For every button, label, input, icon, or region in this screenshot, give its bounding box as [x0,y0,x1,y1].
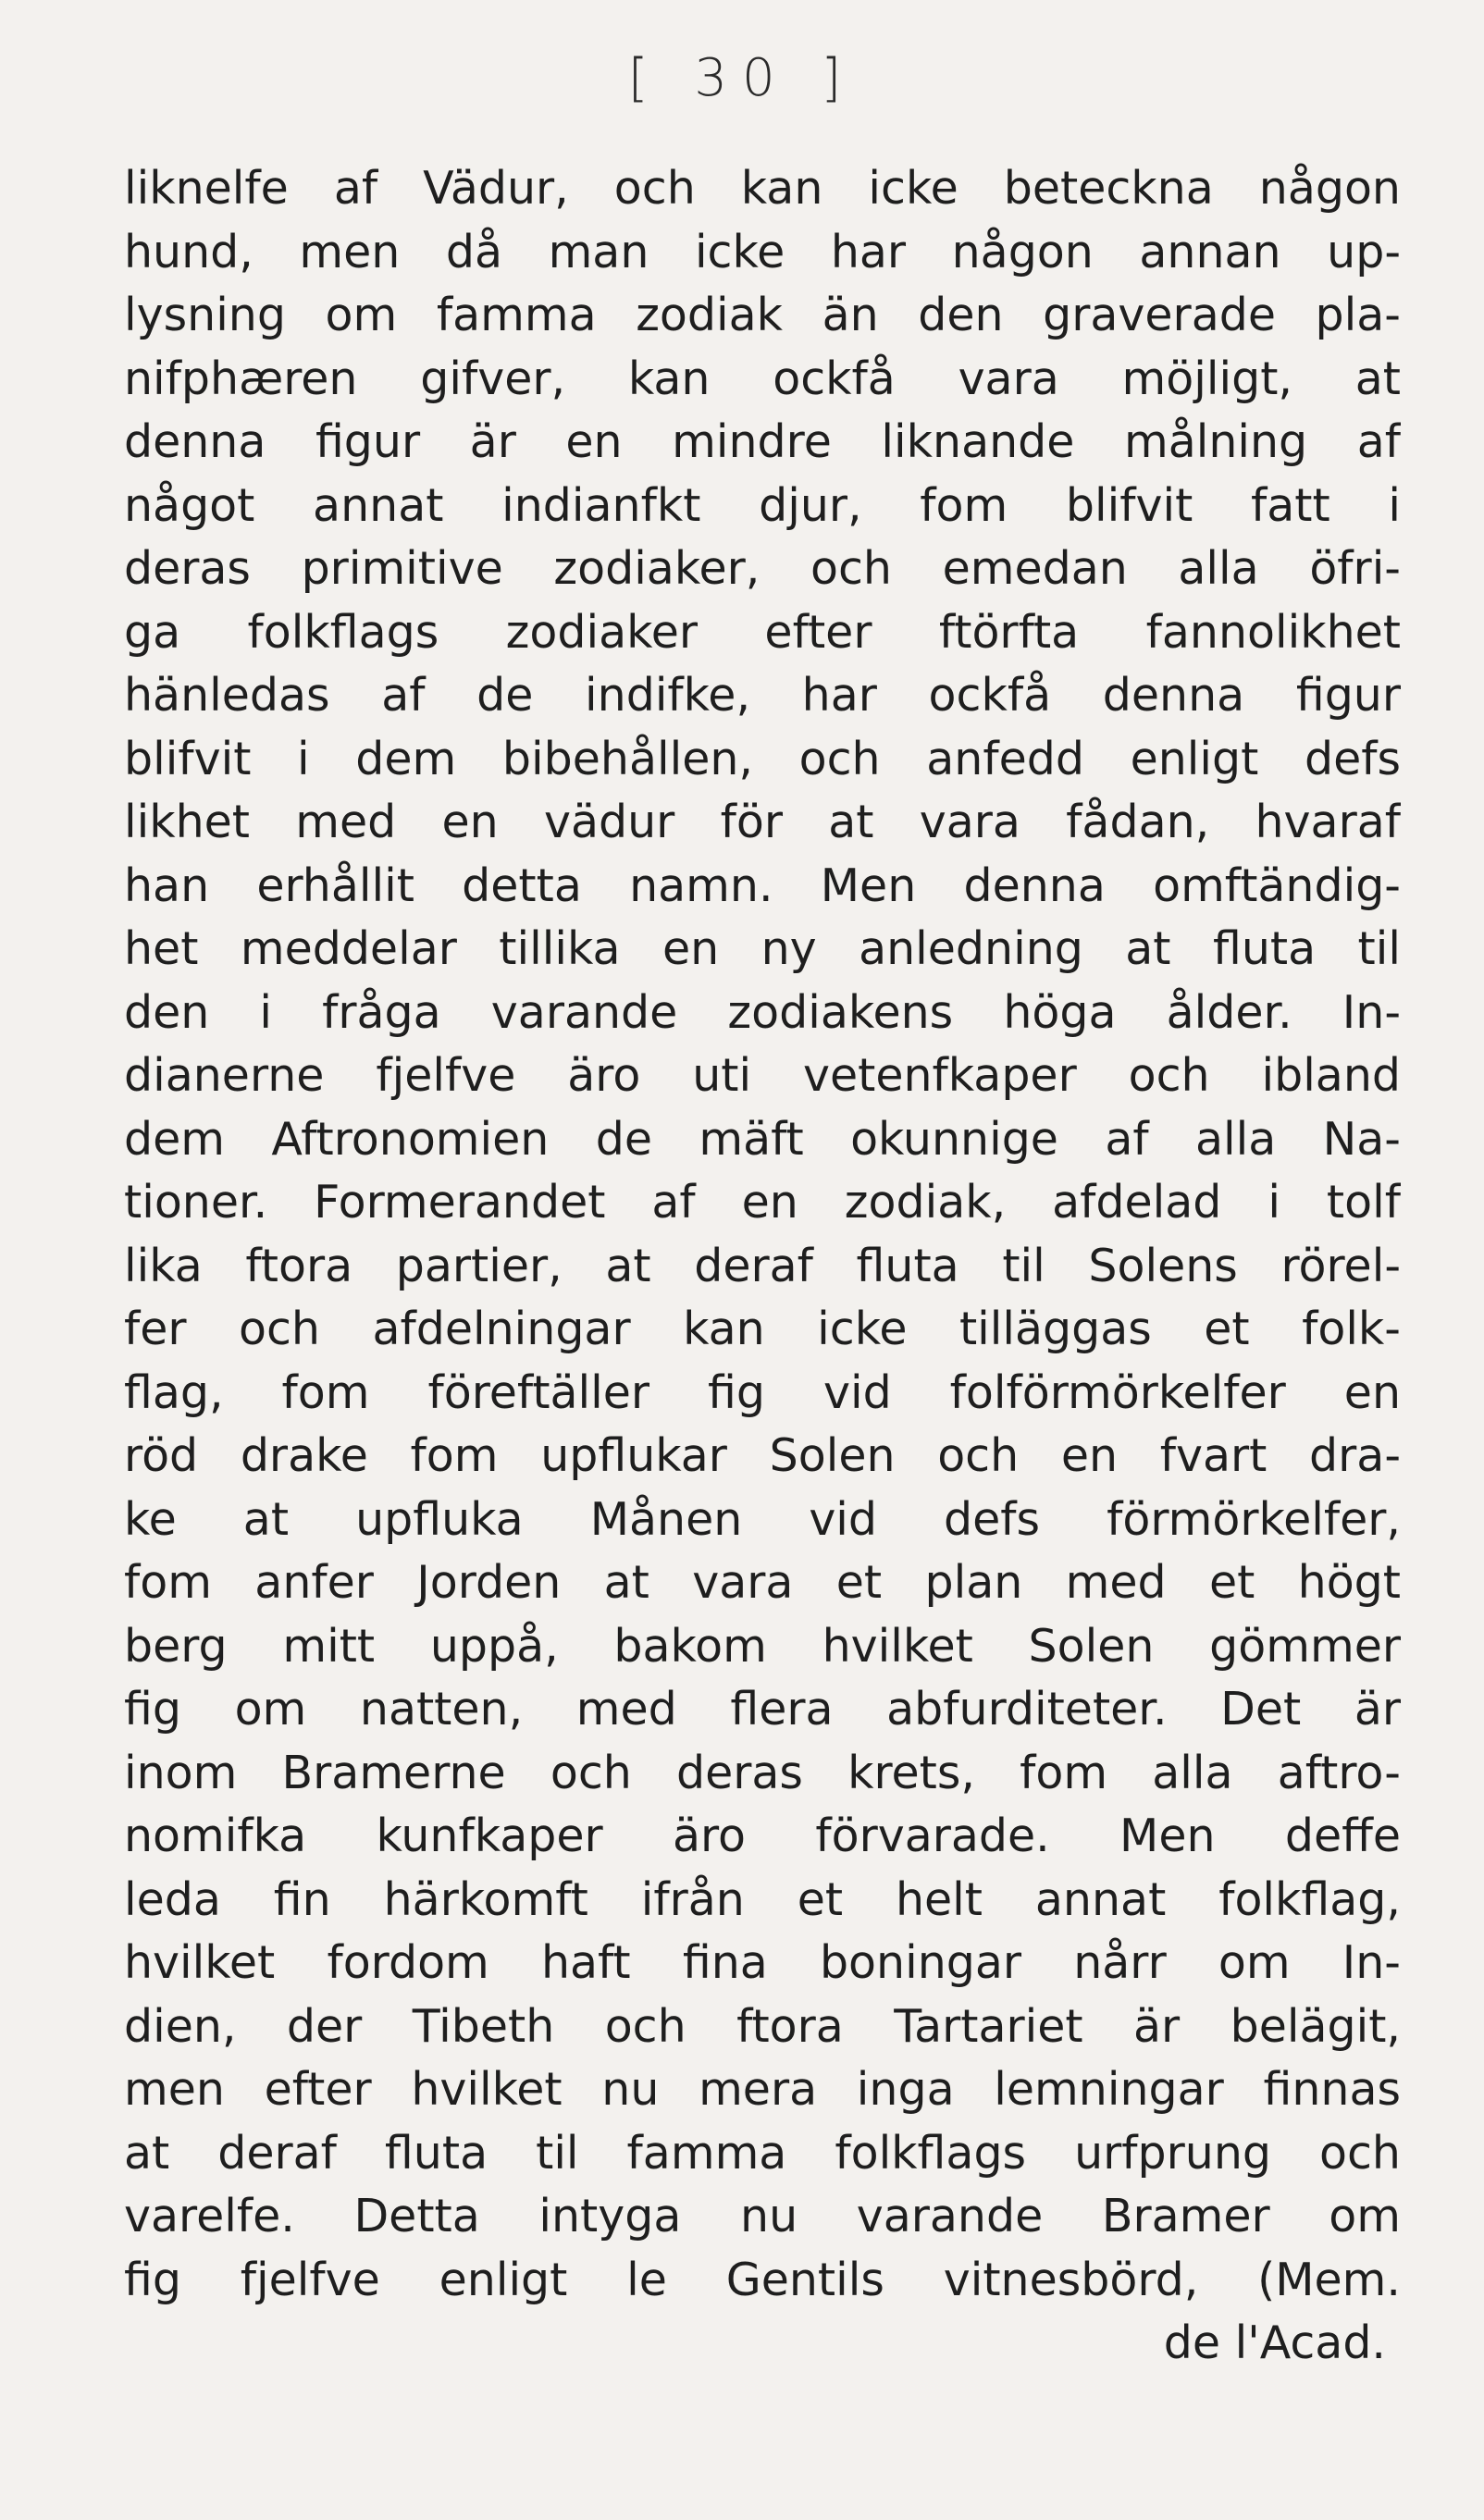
text-line: fer och afdelningar kan icke tilläggas et folk- [124,1303,1401,1355]
text-line: dien, der Tibeth och ftora Tartariet är belägit, [124,1999,1401,2053]
text-line: ga folkflags zodiaker efter ftörfta fannolikhet [124,605,1401,659]
text-line: berg mitt uppå, bakom hvilket Solen gömmer [124,1619,1401,1673]
text-line: hänledas af de indifke, har ockfå denna figur [124,669,1401,722]
text-line: men efter hvilket nu mera inga lemningar finnas [124,2063,1401,2116]
text-line: hund, men då man icke har någon annan up- [124,225,1401,278]
text-line: den i fråga varande zodiakens höga ålder. In- [124,985,1401,1039]
page-number: [ 30 ] [627,48,857,108]
text-line: deras primitive zodiaker, och emedan alla öfri- [124,542,1401,595]
text-line: denna figur är en mindre liknande målning af [124,415,1401,468]
text-line: ke at upfluka Månen vid defs förmörkelfer, [124,1492,1401,1546]
text-line: liknelfe af Vädur, och kan icke beteckna någon [124,162,1401,215]
text-line: nomifka kunfkaper äro förvarade. Men deffe [124,1810,1401,1862]
text-line: röd drake fom upflukar Solen och en fvart dra- [124,1429,1401,1482]
text-line: något annat indianfkt djur, fom blifvit fatt i [124,478,1401,532]
text-line: flag, fom föreftäller fig vid folförmörkelfer en [124,1365,1401,1419]
text-line: fig fjelfve enligt le Gentils vitnesbörd, (Mem. [124,2253,1401,2306]
text-line: fig om natten, med flera abfurditeter. Det är [124,1683,1401,1736]
text-line: hvilket fordom haft fina boningar nårr om In- [124,1936,1401,1989]
text-line: at deraf fluta til famma folkflags urfprung och [124,2126,1401,2180]
text-line: het meddelar tillika en ny anledning at fluta til [124,922,1401,975]
text-line: dem Aftronomien de mäft okunnige af alla Na- [124,1112,1401,1166]
text-line: inom Bramerne och deras krets, fom alla aftro- [124,1746,1401,1799]
text-line: dianerne fjelfve äro uti vetenfkaper och ibland [124,1049,1401,1102]
text-line: lysning om famma zodiak än den graverade pla- [124,289,1401,341]
body-text [124,157,1401,2376]
text-line: han erhållit detta namn. Men denna omftändig- [124,859,1401,912]
text-line: lika ftora partier, at deraf fluta til Solens rörel- [124,1239,1401,1292]
text-line: blifvit i dem bibehållen, och anfedd enligt defs [124,732,1401,785]
text-line: nifphæren gifver, kan ockfå vara möjligt, at [124,352,1401,405]
catchword: de l'Acad. [1163,2316,1386,2369]
text-line: leda fin härkomft ifrån et helt annat folkflag, [124,1872,1401,1926]
text-line: varelfe. Detta intyga nu varande Bramer om [124,2190,1401,2242]
text-line: fom anfer Jorden at vara et plan med et högt [124,1556,1401,1609]
text-line: tioner. Formerandet af en zodiak, afdelad i tolf [124,1176,1401,1229]
text-line: likhet med en vädur för at vara fådan, hvaraf [124,796,1401,848]
